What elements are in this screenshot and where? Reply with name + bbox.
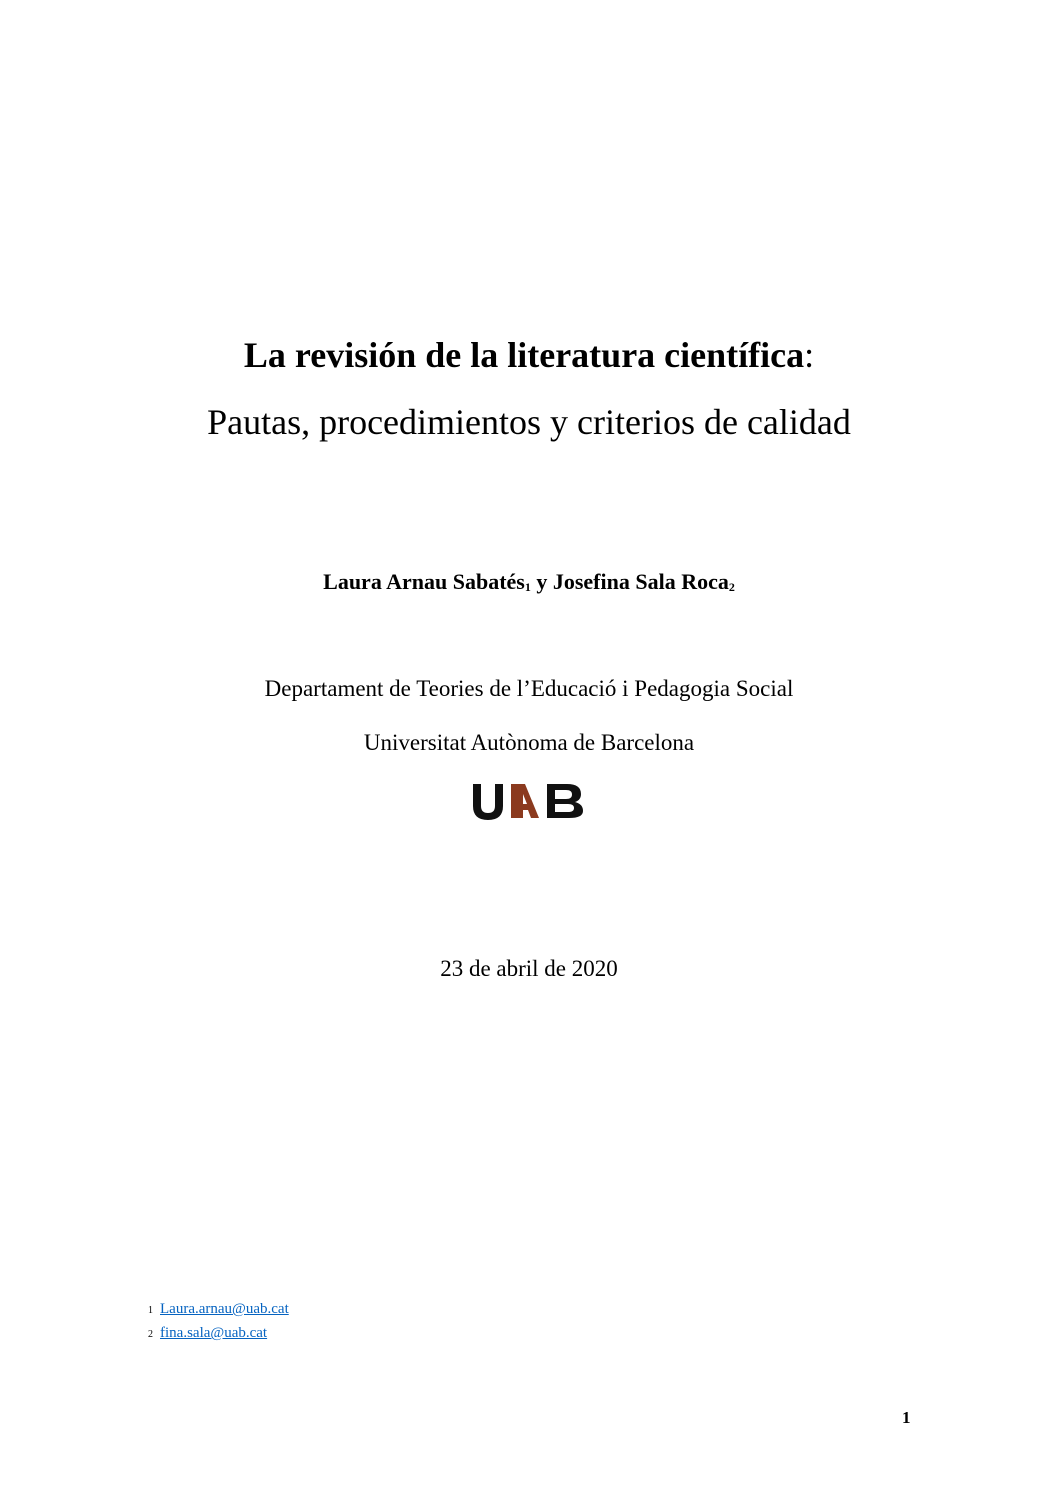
author-conjunction: y	[530, 569, 553, 594]
uab-logo	[473, 782, 585, 820]
footnote-2-email-link[interactable]: fina.sala@uab.cat	[160, 1325, 268, 1341]
footnote-1	[148, 1298, 289, 1322]
author-1-footnote-mark: 1	[524, 580, 531, 594]
title-main: La revisión de la literatura científica	[243, 335, 805, 375]
footnote-2-mark: 2	[148, 1329, 153, 1340]
document-date: 23 de abril de 2020	[440, 956, 618, 981]
department-name: Departament de Teories de l’Educació i Pedagogia Social	[264, 676, 794, 701]
footnote-1-mark: 1	[148, 1305, 153, 1316]
footnote-1-email-link[interactable]: Laura.arnau@uab.cat	[160, 1301, 289, 1317]
author-2-footnote-mark: 2	[728, 580, 735, 594]
footnote-2	[148, 1322, 289, 1346]
document-title	[0, 333, 1058, 377]
author-line	[0, 568, 1058, 601]
title-colon: :	[804, 335, 815, 375]
page-number: 1	[902, 1408, 911, 1427]
author-1-name: Laura Arnau Sabatés	[323, 569, 525, 594]
author-2-name: Josefina Sala Roca	[552, 569, 729, 594]
document-subtitle: Pautas, procedimientos y criterios de calidad	[207, 402, 851, 442]
footnotes	[148, 1298, 289, 1346]
university-name: Universitat Autònoma de Barcelona	[363, 730, 695, 755]
